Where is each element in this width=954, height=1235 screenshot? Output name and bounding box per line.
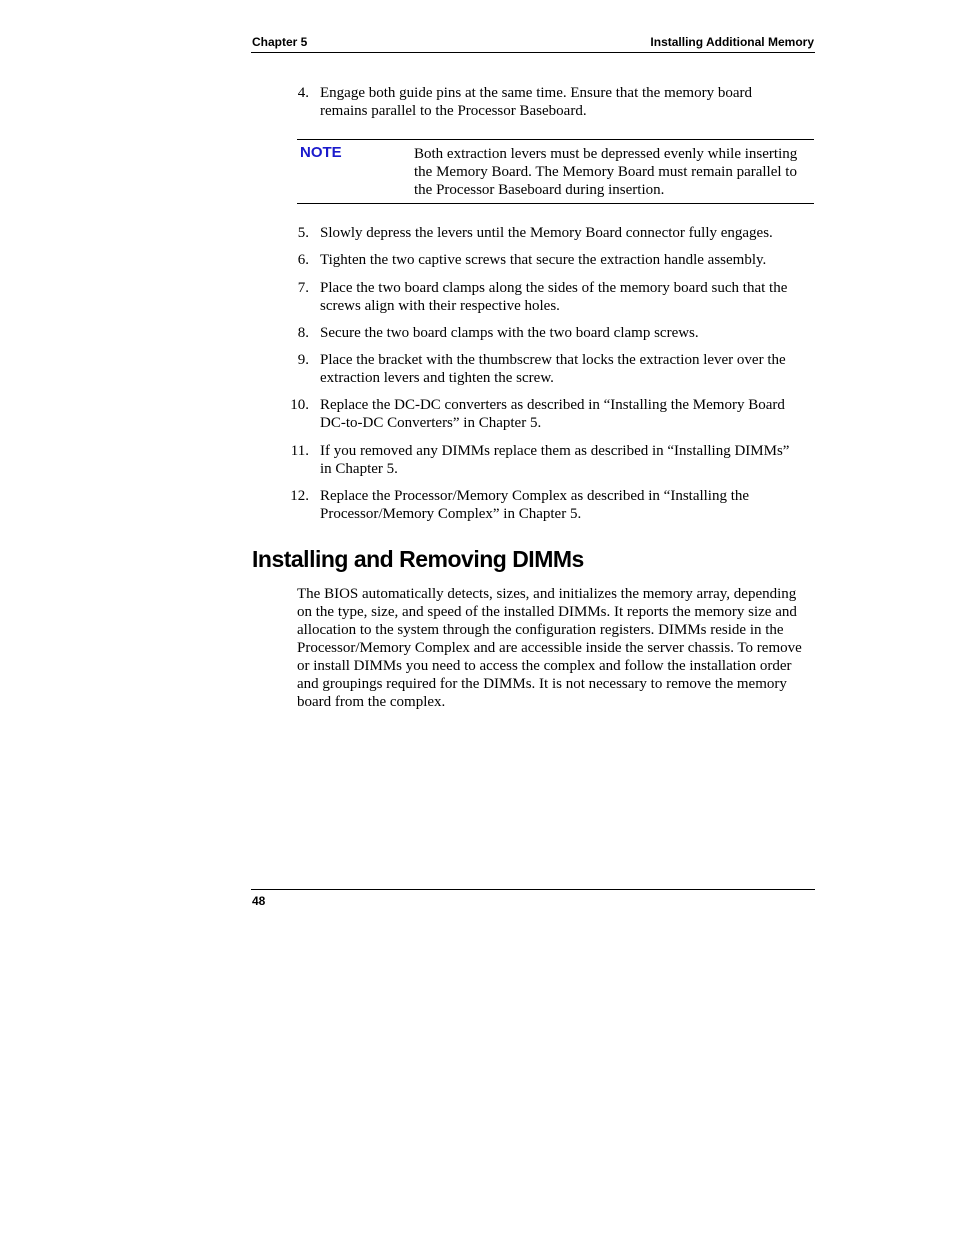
header-title: Installing Additional Memory — [650, 35, 814, 49]
step-text: Tighten the two captive screws that secure the extraction handle assembly. — [320, 252, 767, 268]
page-number: 48 — [252, 894, 266, 908]
note-label: NOTE — [300, 144, 342, 161]
step-number: 5. — [297, 225, 309, 241]
step-text: Place the two board clamps along the sides of the memory board such that the screws align with their respective holes. — [320, 280, 788, 314]
step-text: Slowly depress the levers until the Memory Board connector fully engages. — [320, 225, 773, 241]
step-number: 10. — [290, 397, 309, 413]
section-heading: Installing and Removing DIMMs — [252, 546, 584, 572]
page-footer — [251, 889, 815, 908]
note-box — [297, 139, 814, 204]
step-number: 11. — [290, 443, 309, 459]
page-header — [251, 35, 815, 53]
step-text: Place the bracket with the thumbscrew that locks the extraction lever over the extraction levers and tighten the screw. — [320, 352, 786, 386]
step-text: Replace the Processor/Memory Complex as described in “Installing the Processor/Memory Complex” in Chapter 5. — [320, 488, 750, 522]
step-text: Replace the DC-DC converters as described in “Installing the Memory Board DC-to-DC Converters” in Chapter 5. — [320, 397, 785, 431]
step-text: If you removed any DIMMs replace them as described in “Installing DIMMs” in Chapter 5. — [320, 443, 790, 477]
step-text: Engage both guide pins at the same time. Ensure that the memory board remains parallel to the Processor Baseboard. — [320, 85, 752, 119]
step-text: Secure the two board clamps with the two board clamp screws. — [320, 325, 699, 341]
note-text: Both extraction levers must be depressed evenly while inserting the Memory Board. The Memory Board must remain parallel to the Processor Baseboard during insertion. — [414, 146, 798, 198]
section-paragraph: The BIOS automatically detects, sizes, and initializes the memory array, depending on the type, size, and speed of the installed DIMMs. It reports the memory size and allocation to the system through the configuration registers. DIMMs reside in the Processor/Memory Complex and are accessible inside the server chassis. To remove or install DIMMs you need to access the complex and follow the installation order and groupings required for the DIMMs. It is not necessary to remove the memory board from the complex. — [297, 586, 802, 710]
step-number: 7. — [297, 280, 309, 296]
step-number: 9. — [297, 352, 309, 368]
step-number: 6. — [297, 252, 309, 268]
header-chapter: Chapter 5 — [252, 35, 308, 49]
step-number: 8. — [297, 325, 309, 341]
step-number: 4. — [297, 85, 309, 101]
step-number: 12. — [290, 488, 309, 504]
